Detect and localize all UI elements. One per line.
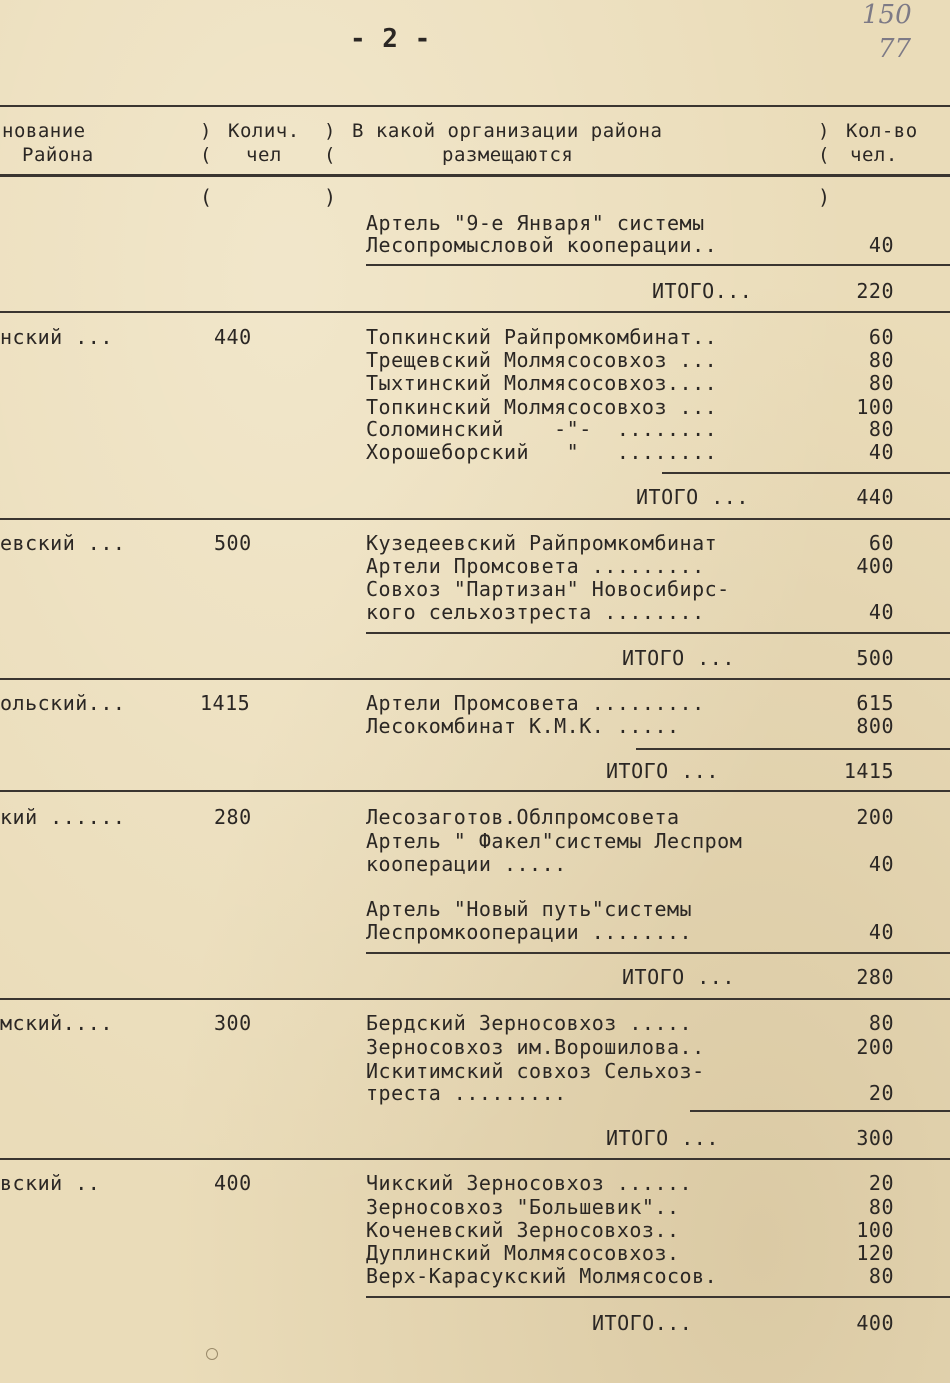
org-row: Чикский Зерносовхоз ...... bbox=[366, 1171, 693, 1195]
header-district-line2: Района bbox=[22, 144, 94, 166]
district-qty: 440 bbox=[214, 325, 252, 349]
org-row: кооперации ..... bbox=[366, 852, 567, 876]
org-row: Дуплинский Молмясосовхоз. bbox=[366, 1241, 680, 1265]
org-row: Топкинский Молмясосовхоз ... bbox=[366, 395, 718, 419]
district-qty: 1415 bbox=[200, 691, 251, 715]
itogo-label: ИТОГО ... bbox=[606, 1126, 719, 1150]
itogo-value: 1415 bbox=[843, 759, 894, 783]
org-row: кого сельхозтреста ........ bbox=[366, 600, 705, 624]
archive-mark-bottom: 77 bbox=[878, 34, 912, 64]
org-row: Соломинский -"- ........ bbox=[366, 417, 718, 441]
count-cell: 80 bbox=[868, 1264, 894, 1288]
count-cell: 40 bbox=[868, 233, 894, 257]
header-qty-line1: Колич. bbox=[228, 120, 300, 142]
group-rule bbox=[636, 748, 950, 750]
itogo-value: 300 bbox=[856, 1126, 894, 1150]
org-row: Бердский Зерносовхоз ..... bbox=[366, 1011, 693, 1035]
org-row: Искитимский совхоз Сельхоз- bbox=[366, 1059, 705, 1083]
org-row: треста ......... bbox=[366, 1081, 567, 1105]
org-row: Зерносовхоз "Большевик".. bbox=[366, 1195, 680, 1219]
count-cell: 40 bbox=[868, 600, 894, 624]
group-separator bbox=[0, 790, 950, 792]
count-cell: 80 bbox=[868, 348, 894, 372]
count-cell: 20 bbox=[868, 1171, 894, 1195]
page-number: - 2 - bbox=[350, 24, 431, 54]
group-separator bbox=[0, 1158, 950, 1160]
itogo-label: ИТОГО ... bbox=[622, 965, 735, 989]
header-rule-bottom bbox=[0, 174, 950, 177]
group-rule bbox=[366, 1296, 950, 1298]
header-bracket-4: ( bbox=[324, 144, 336, 166]
district-qty: 280 bbox=[214, 805, 252, 829]
itogo-label: ИТОГО... bbox=[652, 279, 753, 303]
count-cell: 800 bbox=[856, 714, 894, 738]
count-cell: 60 bbox=[868, 531, 894, 555]
itogo-label: ИТОГО ... bbox=[636, 485, 749, 509]
body-bracket-2: ) bbox=[324, 185, 337, 209]
count-cell: 60 bbox=[868, 325, 894, 349]
header-bracket-6: ( bbox=[818, 144, 830, 166]
org-row: Коченевский Зерносовхоз.. bbox=[366, 1218, 680, 1242]
body-bracket-3: ) bbox=[818, 185, 831, 209]
group-rule bbox=[366, 952, 950, 954]
org-row: Артель " Факел"системы Леспром bbox=[366, 829, 743, 853]
count-cell: 40 bbox=[868, 440, 894, 464]
group-rule bbox=[366, 264, 950, 266]
org-row: Тыхтинский Молмясосовхоз.... bbox=[366, 371, 718, 395]
count-cell: 400 bbox=[856, 554, 894, 578]
org-row: Трещевский Молмясосовхоз ... bbox=[366, 348, 718, 372]
district-qty: 400 bbox=[214, 1171, 252, 1195]
count-cell: 80 bbox=[868, 1195, 894, 1219]
group-rule bbox=[366, 632, 950, 634]
count-cell: 120 bbox=[856, 1241, 894, 1265]
count-cell: 40 bbox=[868, 852, 894, 876]
org-row: Верх-Карасукский Молмясосов. bbox=[366, 1264, 718, 1288]
org-row: Топкинский Райпромкомбинат.. bbox=[366, 325, 718, 349]
count-cell: 40 bbox=[868, 920, 894, 944]
itogo-value: 440 bbox=[856, 485, 894, 509]
count-cell: 80 bbox=[868, 1011, 894, 1035]
count-cell: 80 bbox=[868, 371, 894, 395]
header-count-line2: чел. bbox=[850, 144, 898, 166]
group-rule bbox=[662, 472, 950, 474]
itogo-label: ИТОГО... bbox=[592, 1311, 693, 1335]
org-row: Совхоз "Партизан" Новосибирс- bbox=[366, 577, 730, 601]
group-rule bbox=[690, 1110, 950, 1112]
itogo-label: ИТОГО ... bbox=[622, 646, 735, 670]
header-qty-line2: чел bbox=[246, 144, 282, 166]
header-bracket-5: ) bbox=[818, 120, 830, 142]
district-name: нский ... bbox=[0, 325, 113, 349]
district-qty: 500 bbox=[214, 531, 252, 555]
header-rule-top bbox=[0, 105, 950, 107]
district-name: вский .. bbox=[0, 1171, 101, 1195]
group-separator bbox=[0, 678, 950, 680]
group-separator bbox=[0, 518, 950, 520]
count-cell: 100 bbox=[856, 1218, 894, 1242]
itogo-value: 500 bbox=[856, 646, 894, 670]
count-cell: 615 bbox=[856, 691, 894, 715]
count-cell: 200 bbox=[856, 805, 894, 829]
org-row: Лесокомбинат К.М.К. ..... bbox=[366, 714, 680, 738]
org-row: Кузедеевский Райпромкомбинат bbox=[366, 531, 718, 555]
district-name: кий ...... bbox=[0, 805, 126, 829]
body-bracket-1: ( bbox=[200, 185, 213, 209]
org-row: Артели Промсовета ......... bbox=[366, 554, 705, 578]
archive-mark-top: 150 bbox=[862, 0, 912, 30]
org-row: Артель "Новый путь"системы bbox=[366, 897, 693, 921]
header-district-line1: нование bbox=[2, 120, 86, 142]
org-row: Леспромкооперации ........ bbox=[366, 920, 693, 944]
org-row: Артель "9-е Января" системы bbox=[366, 211, 705, 235]
itogo-value: 220 bbox=[856, 279, 894, 303]
header-count-line1: Кол-во bbox=[846, 120, 918, 142]
itogo-value: 280 bbox=[856, 965, 894, 989]
org-row: Артели Промсовета ......... bbox=[366, 691, 705, 715]
org-row: Лесопромысловой кооперации.. bbox=[366, 233, 718, 257]
binding-hole bbox=[206, 1348, 218, 1360]
district-name: ольский... bbox=[0, 691, 126, 715]
header-bracket-2: ( bbox=[200, 144, 212, 166]
district-qty: 300 bbox=[214, 1011, 252, 1035]
district-name: мский.... bbox=[0, 1011, 113, 1035]
count-cell: 20 bbox=[868, 1081, 894, 1105]
org-row: Лесозаготов.Облпромсовета bbox=[366, 805, 680, 829]
count-cell: 200 bbox=[856, 1035, 894, 1059]
header-org-line1: В какой организации района bbox=[352, 120, 663, 142]
count-cell: 80 bbox=[868, 417, 894, 441]
group-separator bbox=[0, 311, 950, 313]
org-row: Зерносовхоз им.Ворошилова.. bbox=[366, 1035, 705, 1059]
header-bracket-1: ) bbox=[200, 120, 212, 142]
itogo-value: 400 bbox=[856, 1311, 894, 1335]
header-org-line2: размещаются bbox=[442, 144, 574, 166]
org-row: Хорошеборский " ........ bbox=[366, 440, 718, 464]
itogo-label: ИТОГО ... bbox=[606, 759, 719, 783]
group-separator bbox=[0, 998, 950, 1000]
header-bracket-3: ) bbox=[324, 120, 336, 142]
count-cell: 100 bbox=[856, 395, 894, 419]
district-name: евский ... bbox=[0, 531, 126, 555]
